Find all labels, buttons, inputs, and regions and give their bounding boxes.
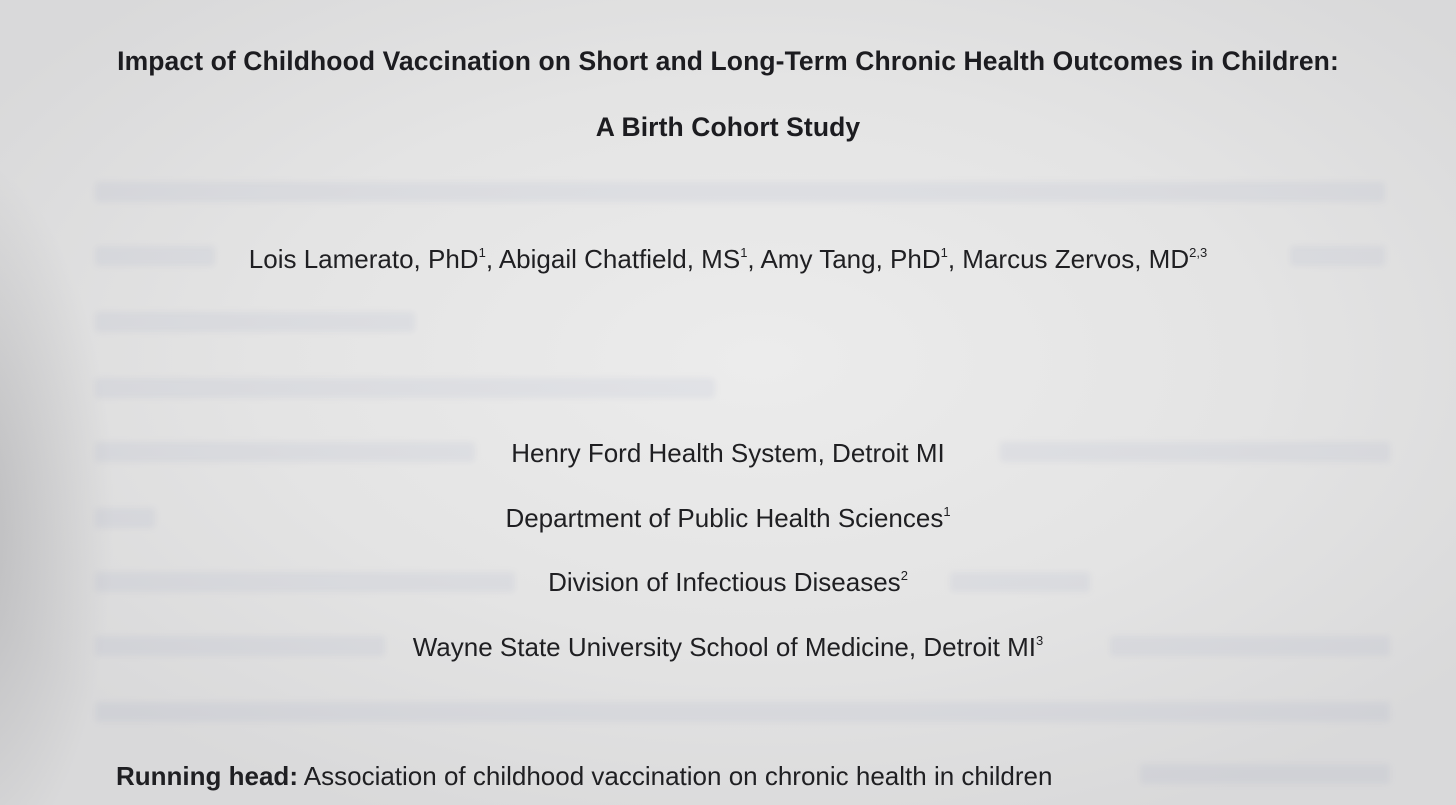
running-head-text: Association of childhood vaccination on chronic health in children [297,761,1053,791]
bleed-through-line [95,182,1385,202]
author-1: Lois Lamerato, PhD$^1$, [248,244,499,274]
running-head-label: Running head: [116,761,298,791]
document-title-line-1: Impact of Childhood Vaccination on Short and Long-Term Chronic Health Outcomes in Children: [117,46,1339,76]
bleed-through-line [1140,764,1390,784]
running-head [116,761,1052,792]
bleed-through-line [95,702,1390,722]
bleed-through-line [95,378,715,398]
author-3: Amy Tang, PhD$^1$, [760,244,963,274]
affiliation-institution: Henry Ford Health System, Detroit MI [511,438,945,468]
author-2: Abigail Chatfield, $MS^1$, [498,244,761,274]
affiliation-3: Wayne State University School of Medicine, Detroit $MI^3$ [412,632,1044,662]
document-title-line-2: A Birth Cohort Study [595,112,861,142]
bleed-through-line [95,312,415,332]
author-list [0,244,1456,275]
affiliation-2: Division of Infectious Diseases$^2$ [548,567,908,597]
affiliation-1: Department of Public Health Sciences$^1$ [505,503,951,533]
author-4: Marcus Zervos, MD$^{2,3}$ [962,244,1208,274]
